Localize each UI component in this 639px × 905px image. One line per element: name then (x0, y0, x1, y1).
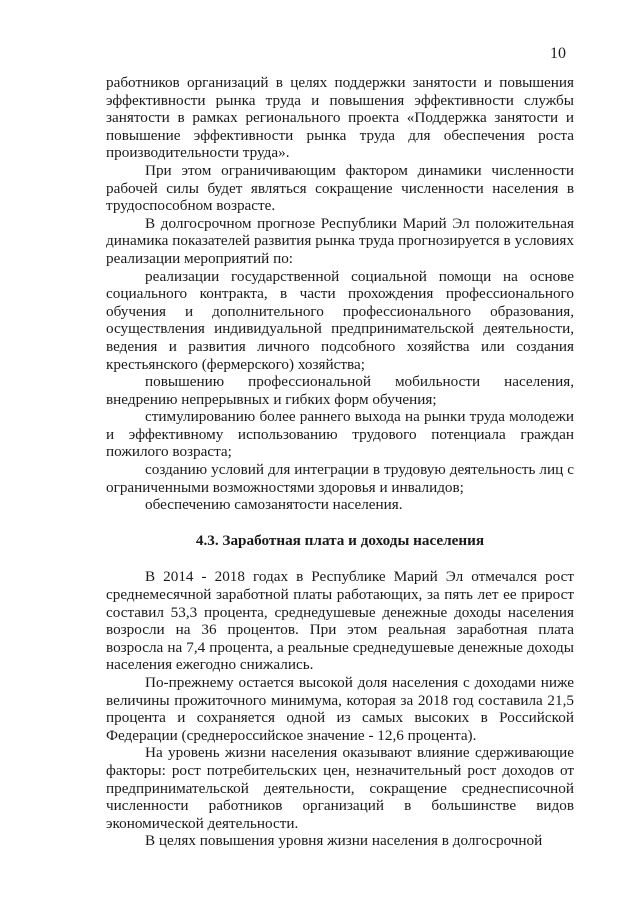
list-item: повышению профессиональной мобильности населения, внедрению непрерывных и гибких форм обучения; (106, 373, 574, 408)
paragraph: В 2014 - 2018 годах в Республике Марий Эл отмечался рост среднемесячной заработной платы работающих, за пять лет ее прирост составил 53,3 процента, среднедушевые денежные доходы населения возросли на 36 процентов. При этом реальная заработная плата возросла на 7,4 процента, а реальные среднедушевые денежные доходы населения ежегодно снижались. (106, 568, 574, 674)
list-item: обеспечению самозанятости населения. (145, 496, 403, 514)
paragraph: работников организаций в целях поддержки занятости и повышения эффективности рынка труда и повышения эффективности службы занятости в рамках регионального проекта «Поддержка занятости и повышение эффективности рынка труда для обеспечения роста производительности труда». (106, 74, 574, 162)
document-body (106, 74, 574, 850)
list-item: созданию условий для интеграции в трудовую деятельность лиц с ограниченными возможностями здоровья и инвалидов; (106, 461, 574, 496)
section-heading: 4.3. Заработная плата и доходы населения (195, 531, 485, 549)
page-number: 10 (550, 45, 566, 62)
paragraph: В долгосрочном прогнозе Республики Марий Эл положительная динамика показателей развития рынка труда прогнозируется в условиях реализации мероприятий по: (106, 214, 574, 267)
paragraph: При этом ограничивающим фактором динамики численности рабочей силы будет являться сокращение численности населения в трудоспособном возрасте. (106, 161, 574, 215)
paragraph: На уровень жизни населения оказывают влияние сдерживающие факторы: рост потребительских цен, незначительный рост доходов от предпринимательской деятельности, сокращение среднесписочной численности работников организаций в большинстве видов экономической деятельности. (106, 744, 574, 832)
paragraph: В целях повышения уровня жизни населения в долгосрочной (145, 832, 543, 850)
list-item: стимулированию более раннего выхода на рынки труда молодежи и эффективному использованию трудового потенциала граждан пожилого возраста; (106, 408, 574, 461)
list-item: реализации государственной социальной помощи на основе социального контракта, в части прохождения профессионального обучения и дополнительного профессионального образования, осуществления индивидуальной предпринимательской деятельности, ведения и развития личного подсобного хозяйства или создания крестьянского (фермерского) хозяйства; (106, 267, 574, 373)
paragraph: По-прежнему остается высокой доля населения с доходами ниже величины прожиточного минимума, которая за 2018 год составила 21,5 процента и сохраняется одной из самых высоких в Российской Федерации (среднероссийское значение - 12,6 процента). (106, 674, 574, 744)
